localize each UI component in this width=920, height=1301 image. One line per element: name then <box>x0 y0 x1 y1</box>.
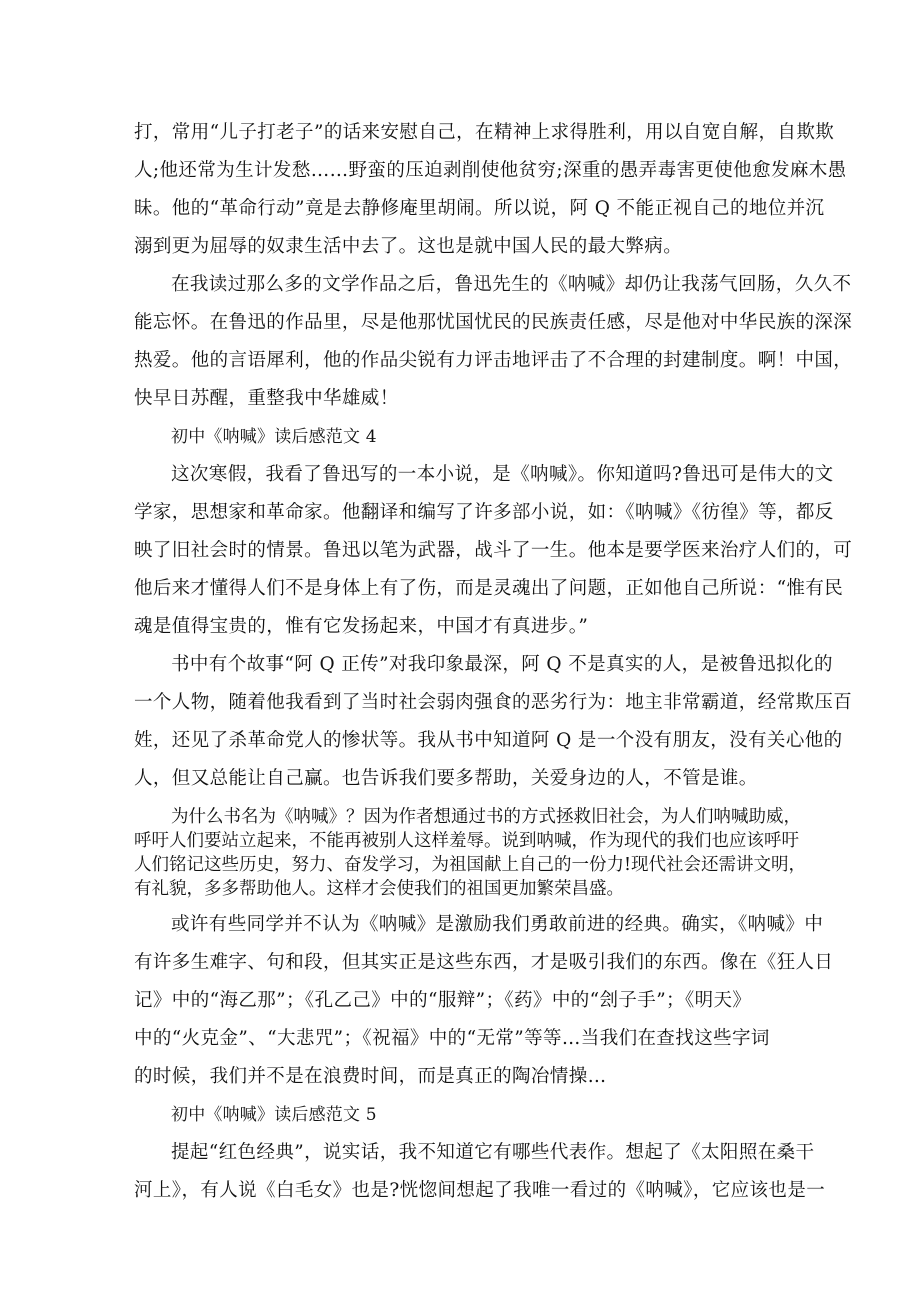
body-line: 记》中的“海乙那”；《孔乙己》中的“服辩”；《药》中的“刽子手”；《明天》 <box>134 990 752 1011</box>
body-line: 中的“火克金”、“大悲咒”；《祝福》中的“无常”等等…当我们在查找这些字词 <box>134 1028 770 1049</box>
paragraph-first-line: 这次寒假，我看了鲁迅写的一本小说，是《呐喊》。你知道吗?鲁迅可是伟大的文 <box>171 464 834 485</box>
body-line: 魂是值得宝贵的，惟有它发扬起来，中国才有真进步。” <box>134 616 589 637</box>
section-heading: 初中《呐喊》读后感范文 4 <box>171 427 377 447</box>
body-line: 河上》，有人说《白毛女》也是?恍惚间想起了我唯一看过的《呐喊》，它应该也是一 <box>134 1180 826 1201</box>
body-line: 有许多生难字、句和段，但其实正是这些东西，才是吸引我们的东西。像在《狂人日 <box>134 952 834 973</box>
body-line: 姓，还见了杀革命党人的惨状等。我从书中知道阿 Q 是一个没有朋友，没有关心他的 <box>134 730 843 751</box>
body-line: 打，常用“儿子打老子”的话来安慰自己，在精神上求得胜利，用以自宽自解，自欺欺 <box>134 122 835 143</box>
paragraph-first-line: 书中有个故事“阿 Q 正传”对我印象最深，阿 Q 不是真实的人，是被鲁迅拟化的 <box>171 654 833 675</box>
body-line: 快早日苏醒，重整我中华雄威！ <box>134 388 399 409</box>
paragraph-first-line: 提起“红色经典”，说实话，我不知道它有哪些代表作。想起了《太阳照在桑干 <box>171 1142 815 1163</box>
paragraph-first-line: 或许有些同学并不认为《呐喊》是激励我们勇敢前进的经典。确实，《呐喊》中 <box>171 914 824 935</box>
body-line: 能忘怀。在鲁迅的作品里，尽是他那忧国忧民的民族责任感，尽是他对中华民族的深深 <box>134 312 853 333</box>
body-line: 一个人物，随着他我看到了当时社会弱肉强食的恶劣行为：地主非常霸道，经常欺压百 <box>134 692 853 713</box>
section-heading: 初中《呐喊》读后感范文 5 <box>171 1105 377 1125</box>
body-line: 人;他还常为生计发愁……野蛮的压迫剥削使他贫穷;深重的愚弄毒害更使他愈发麻木愚 <box>134 160 847 181</box>
body-line: 学家，思想家和革命家。他翻译和编写了许多部小说，如：《呐喊》《彷徨》等，都反 <box>134 502 834 523</box>
body-line: 的时候，我们并不是在浪费时间，而是真正的陶冶情操… <box>134 1066 607 1087</box>
body-line: 呼吁人们要站立起来，不能再被别人这样羞辱。说到呐喊，作为现代的我们也应该呼吁 <box>134 831 799 851</box>
body-line: 热爱。他的言语犀利，他的作品尖锐有力评击地评击了不合理的封建制度。啊！中国， <box>134 350 853 371</box>
paragraph-first-line: 为什么书名为《呐喊》？因为作者想通过书的方式拯救旧社会，为人们呐喊助威， <box>171 807 801 827</box>
body-line: 昧。他的“革命行动”竟是去静修庵里胡闹。所以说，阿 Q 不能正视自己的地位并沉 <box>134 198 825 219</box>
body-line: 他后来才懂得人们不是身体上有了伤，而是灵魂出了问题，正如他自己所说：“惟有民 <box>134 578 844 599</box>
body-line: 溺到更为屈辱的奴隶生活中去了。这也是就中国人民的最大弊病。 <box>134 236 683 257</box>
body-line: 映了旧社会时的情景。鲁迅以笔为武器，战斗了一生。他本是要学医来治疗人们的，可 <box>134 540 853 561</box>
paragraph-first-line: 在我读过那么多的文学作品之后，鲁迅先生的《呐喊》却仍让我荡气回肠，久久不 <box>171 274 852 295</box>
body-line: 人，但又总能让自己赢。也告诉我们要多帮助，关爱身边的人，不管是谁。 <box>134 768 758 789</box>
body-line: 人们铭记这些历史，努力、奋发学习，为祖国献上自己的一份力!现代社会还需讲文明， <box>134 855 807 875</box>
body-line: 有礼貌，多多帮助他人。这样才会使我们的祖国更加繁荣昌盛。 <box>134 879 624 899</box>
